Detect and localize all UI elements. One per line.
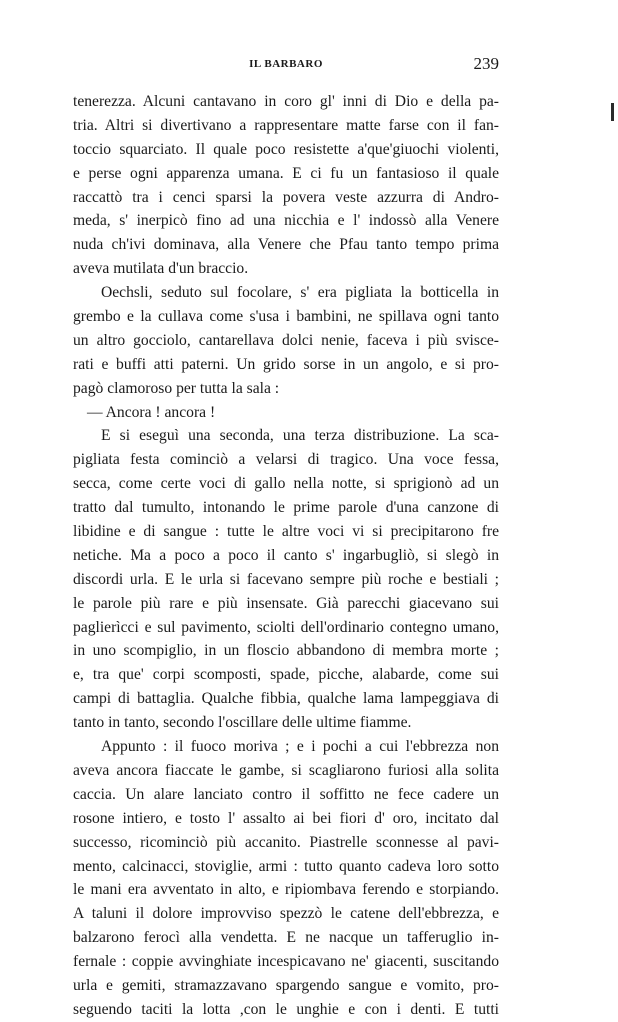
text-line: aveva mutilata d'un braccio.	[73, 260, 249, 278]
text-line: in uno scompiglio, in un floscio abbandono di membra morte ;	[73, 642, 499, 660]
body-text	[73, 90, 499, 1022]
text-line: le parole più rare e più insensate. Già parecchi giacevano sui	[73, 594, 499, 612]
text-line: secca, come certe voci di gallo nella notte, si sprigionò ad un	[73, 475, 499, 493]
text-line: A taluni il dolore improvviso spezzò le catene dell'ebbrezza, e	[73, 905, 499, 923]
page-number: 239	[473, 54, 499, 73]
text-line: nuda ch'ivi dominava, alla Venere che Pfau tanto tempo prima	[73, 236, 499, 254]
text-line: tenerezza. Alcuni cantavano in coro gl' inni di Dio e della pa-	[73, 93, 499, 110]
text-line: netiche. Ma a poco a poco il canto s' ingarbugliò, si slegò in	[73, 546, 499, 564]
text-line: discordi urla. E le urla si facevano sempre più roche e bestiali ;	[73, 570, 499, 588]
text-line: seguendo taciti la lotta ,con le unghie e con i denti. E tutti	[73, 1000, 499, 1018]
text-line: Oechsli, seduto sul focolare, s' era pigliata la botticella in	[101, 284, 499, 302]
text-line: paglierìcci e sul pavimento, sciolti dell'ordinario contegno umano,	[73, 618, 499, 636]
text-line: raccattò tra i cenci sparsi la povera veste azzurra di Andro-	[73, 188, 499, 206]
text-line: toccio squarciato. Il quale poco resistette a'que'giuochi violenti,	[73, 140, 499, 158]
margin-mark	[611, 103, 614, 121]
text-line: rosone intiero, e tosto l' assalto ai bei fiori d' oro, incitato dal	[73, 809, 499, 827]
text-line: tratto dal tumulto, intonando le prime parole d'una canzone di	[73, 499, 499, 517]
text-line: caccia. Un alare lanciato contro il soffitto ne fece cadere un	[73, 785, 499, 803]
text-line: e, tra que' corpi scomposti, spade, picche, alabarde, come sui	[73, 666, 499, 684]
text-line: mento, calcinacci, stoviglie, armi : tutto quanto cadeva loro sotto	[73, 857, 499, 875]
text-line: tria. Altri si divertivano a rappresentare matte farse con il fan-	[73, 116, 499, 134]
text-line: e perse ogni apparenza umana. E ci fu un fantasioso il quale	[73, 164, 499, 182]
text-line: libidine e di sangue : tutte le altre voci vi si precipitarono fre	[73, 523, 499, 541]
text-line: meda, s' inerpicò fino ad una nicchia e l' indossò alla Venere	[73, 212, 499, 230]
text-line: fernale : coppie avvinghiate incespicavano ne' giacenti, suscitando	[73, 953, 499, 971]
dialogue-line: — Ancora ! ancora !	[87, 403, 216, 421]
text-line: E si eseguì una seconda, una terza distribuzione. La sca-	[101, 427, 499, 445]
text-line: grembo e la cullava come s'usa i bambini, ne spillava ogni tanto	[73, 308, 499, 326]
text-line: successo, ricominciò più accanito. Piastrelle sconnesse al pavi-	[73, 833, 499, 851]
text-line: tanto in tanto, secondo l'oscillare delle ultime fiamme.	[73, 714, 412, 732]
text-line: urla e gemiti, stramazzavano spargendo sangue e vomito, pro-	[73, 976, 499, 994]
text-line: le mani era avventato in alto, e ripiombava ferendo e storpiando.	[73, 881, 499, 899]
text-line: balzarono ferocì alla vendetta. E ne nacque un tafferuglio in-	[73, 929, 499, 947]
text-line: aveva ancora fiaccate le gambe, si scagliarono furiosi alla solita	[73, 761, 499, 779]
text-line: Appunto : il fuoco moriva ; e i pochi a cui l'ebbrezza non	[101, 738, 499, 756]
text-line: pigliata festa cominciò a velarsi di tragico. Una voce fessa,	[73, 451, 499, 469]
running-title: IL BARBARO	[249, 58, 323, 70]
text-line: campi di battaglia. Qualche fibbia, qualche lama lampeggiava di	[73, 690, 499, 708]
text-line: rati e buffi atti paterni. Un grido sorse in un angolo, e si pro-	[73, 355, 499, 373]
text-line: un altro gocciolo, cantarellava dolci nenie, faceva i più svisce-	[73, 331, 499, 349]
text-line: pagò clamoroso per tutta la sala :	[73, 379, 280, 397]
running-head	[73, 54, 499, 74]
